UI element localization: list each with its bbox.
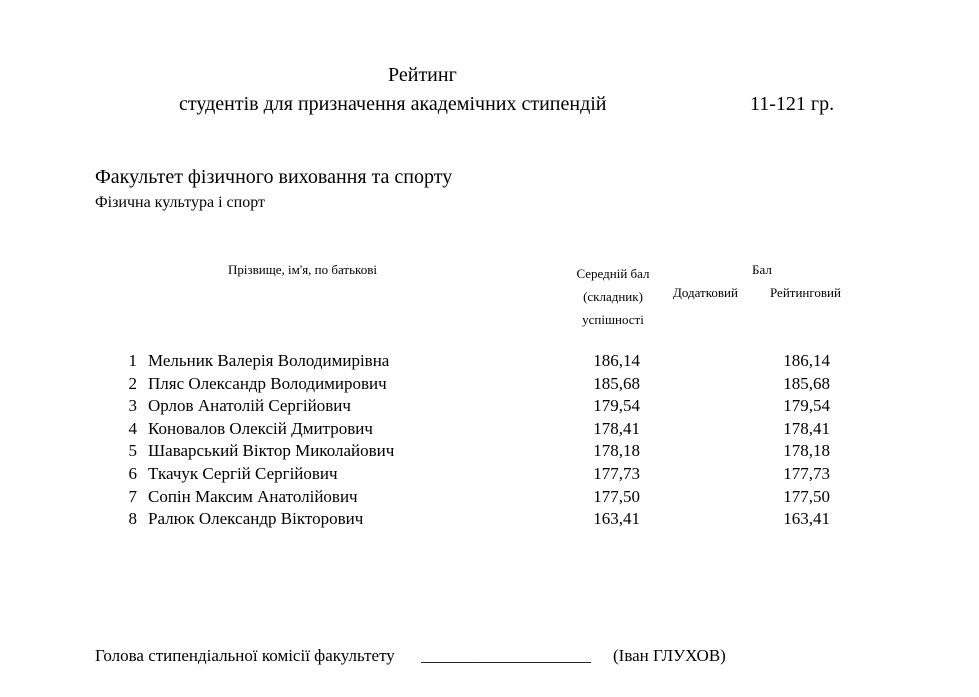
student-name: Пляс Олександр Володимирович [148, 373, 387, 393]
table-row [0, 350, 979, 373]
column-header-average-line2: (складник) [583, 289, 643, 304]
group-label: 11-121 гр. [750, 93, 835, 115]
table-row [0, 373, 979, 396]
rating-score: 177,50 [783, 486, 830, 506]
student-name: Сопін Максим Анатолійович [148, 486, 358, 506]
average-score: 186,14 [593, 351, 640, 370]
rating-score: 163,41 [783, 509, 830, 529]
signature-line: ____________________ [421, 646, 591, 665]
table-row [0, 508, 979, 531]
average-score: 178,18 [593, 441, 640, 461]
student-name: Шаварський Віктор Миколайович [148, 441, 395, 461]
commission-head-name: (Іван ГЛУХОВ) [613, 646, 726, 665]
student-name: Ткачук Сергій Сергійович [148, 463, 338, 483]
row-number: 7 [128, 486, 137, 506]
row-number: 2 [128, 373, 137, 393]
rating-score: 177,73 [783, 463, 830, 483]
commission-head-label: Голова стипендіальної комісії факультету [95, 646, 395, 665]
table-row [0, 486, 979, 509]
average-score: 177,73 [593, 463, 640, 483]
average-score: 177,50 [593, 486, 640, 506]
rating-score: 179,54 [783, 396, 830, 416]
table-row [0, 440, 979, 463]
rating-score: 185,68 [783, 373, 830, 393]
average-score: 179,54 [593, 396, 640, 416]
row-number: 1 [128, 351, 137, 370]
column-header-bal: Бал [752, 262, 772, 277]
average-score: 163,41 [593, 509, 640, 529]
document-title: Рейтинг [388, 64, 457, 86]
column-header-average-line3: успішності [582, 312, 644, 327]
column-header-average-line1: Середній бал [576, 266, 650, 281]
rating-score: 186,14 [783, 351, 830, 370]
average-score: 185,68 [593, 373, 640, 393]
specialty-name: Фізична культура і спорт [95, 194, 265, 211]
row-number: 8 [128, 509, 137, 529]
student-name: Коновалов Олексій Дмитрович [148, 418, 373, 438]
row-number: 3 [128, 396, 137, 416]
document-subtitle: студентів для призначення академічних стипендій [179, 93, 607, 115]
student-name: Орлов Анатолій Сергійович [148, 396, 351, 416]
column-header-rating: Рейтинговий [770, 285, 841, 300]
table-row [0, 418, 979, 441]
faculty-name: Факультет фізичного виховання та спорту [95, 166, 453, 188]
column-header-extra: Додатковий [673, 285, 738, 300]
table-row [0, 395, 979, 418]
average-score: 178,41 [593, 418, 640, 438]
rating-score: 178,18 [783, 441, 830, 461]
row-number: 6 [128, 463, 137, 483]
row-number: 5 [128, 441, 137, 461]
row-number: 4 [128, 418, 137, 438]
rating-score: 178,41 [783, 418, 830, 438]
student-name: Мельник Валерія Володимирівна [148, 351, 390, 370]
column-header-average [563, 262, 663, 331]
table-row [0, 463, 979, 486]
rating-table-body [0, 350, 979, 531]
column-header-name: Прізвище, ім'я, по батькові [228, 262, 377, 277]
student-name: Ралюк Олександр Вікторович [148, 509, 364, 529]
